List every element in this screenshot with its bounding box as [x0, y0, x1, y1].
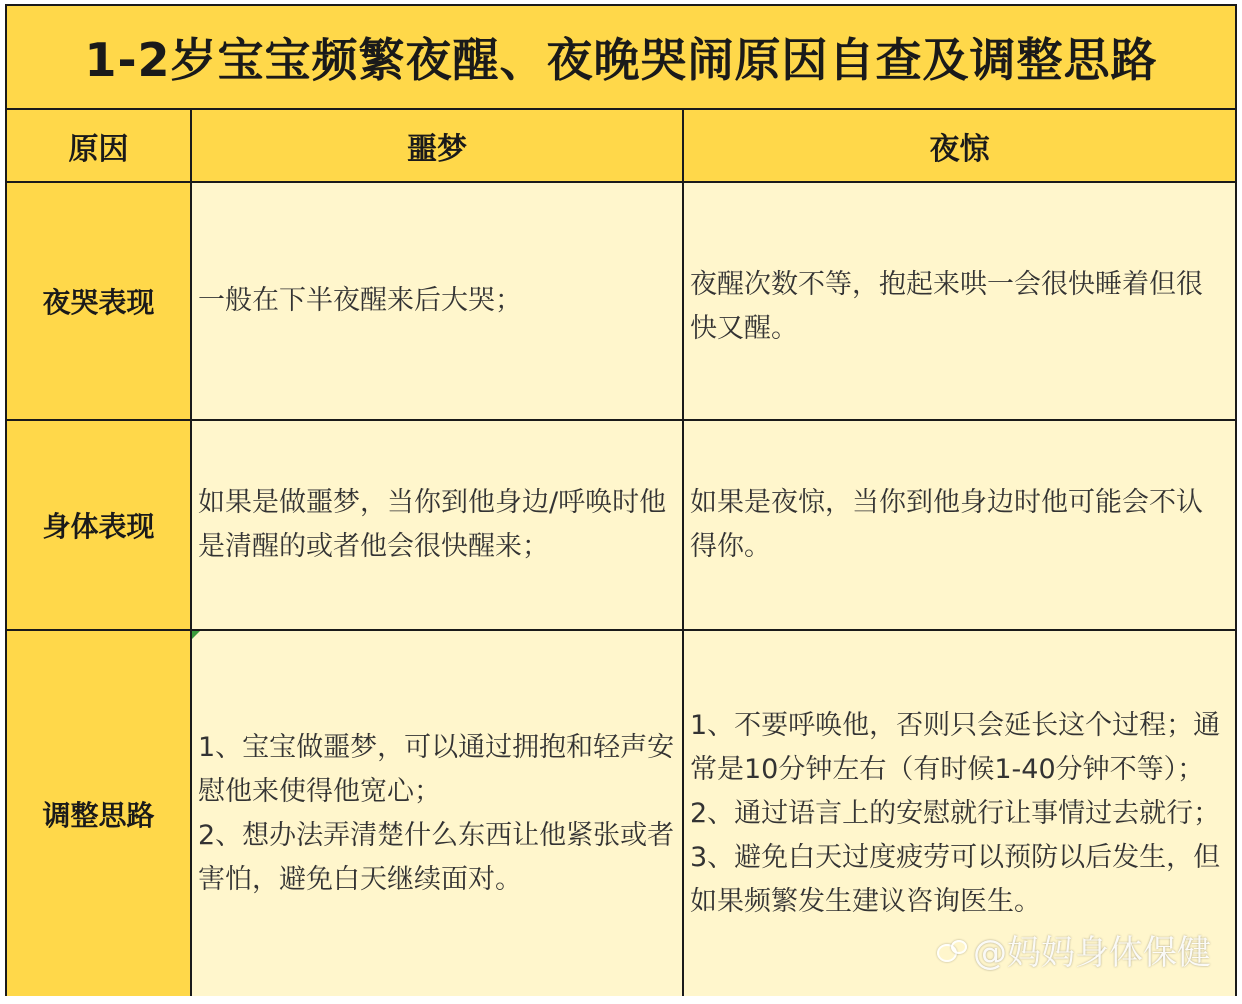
row-label: 调整思路 [7, 630, 191, 996]
weibo-logo-icon [937, 938, 967, 962]
header-cell-nightmare: 噩梦 [191, 110, 683, 182]
night-terror-cell [683, 182, 1235, 420]
cell-text: 2、通过语言上的安慰就行让事情过去就行； [690, 797, 1221, 829]
row-label: 身体表现 [7, 420, 191, 630]
header-cell-reason: 原因 [7, 110, 191, 182]
nightmare-cell [191, 420, 683, 630]
cell-text: 一般在下半夜醒来后大哭； [198, 285, 522, 316]
watermark-text: @妈妈身体保健 [973, 933, 1211, 973]
table-sheet [5, 4, 1237, 996]
cell-text: 如果是夜惊，当你到他身边时他可能会不认得你。 [690, 487, 1203, 562]
cell-text: 夜醒次数不等，抱起来哄一会很快睡着但很快又醒。 [690, 269, 1203, 344]
page-title: 1-2岁宝宝频繁夜醒、夜晚哭闹原因自查及调整思路 [84, 33, 1158, 87]
cell-text: 3、避免白天过度疲劳可以预防以后发生，但如果频繁发生建议咨询医生。 [690, 841, 1221, 917]
header-row [7, 110, 1235, 182]
cell-text: 2、想办法弄清楚什么东西让他紧张或者害怕，避免白天继续面对。 [198, 819, 675, 895]
watermark [937, 925, 1211, 974]
row-label: 夜哭表现 [7, 182, 191, 420]
header-cell-night-terror: 夜惊 [683, 110, 1235, 182]
title-bar [7, 6, 1235, 110]
nightmare-cell [191, 182, 683, 420]
cell-text: 1、不要呼唤他，否则只会延长这个过程；通常是10分钟左右（有时候1-40分钟不等）； [690, 709, 1221, 785]
cell-text: 如果是做噩梦，当你到他身边/呼唤时他是清醒的或者他会很快醒来； [198, 487, 667, 562]
comparison-table [7, 110, 1235, 996]
night-terror-cell [683, 420, 1235, 630]
table-row [7, 420, 1235, 630]
table-row [7, 182, 1235, 420]
nightmare-cell [191, 630, 683, 996]
cell-text: 1、宝宝做噩梦，可以通过拥抱和轻声安慰他来使得他宽心； [198, 731, 675, 807]
cell-corner-marker [192, 631, 200, 639]
